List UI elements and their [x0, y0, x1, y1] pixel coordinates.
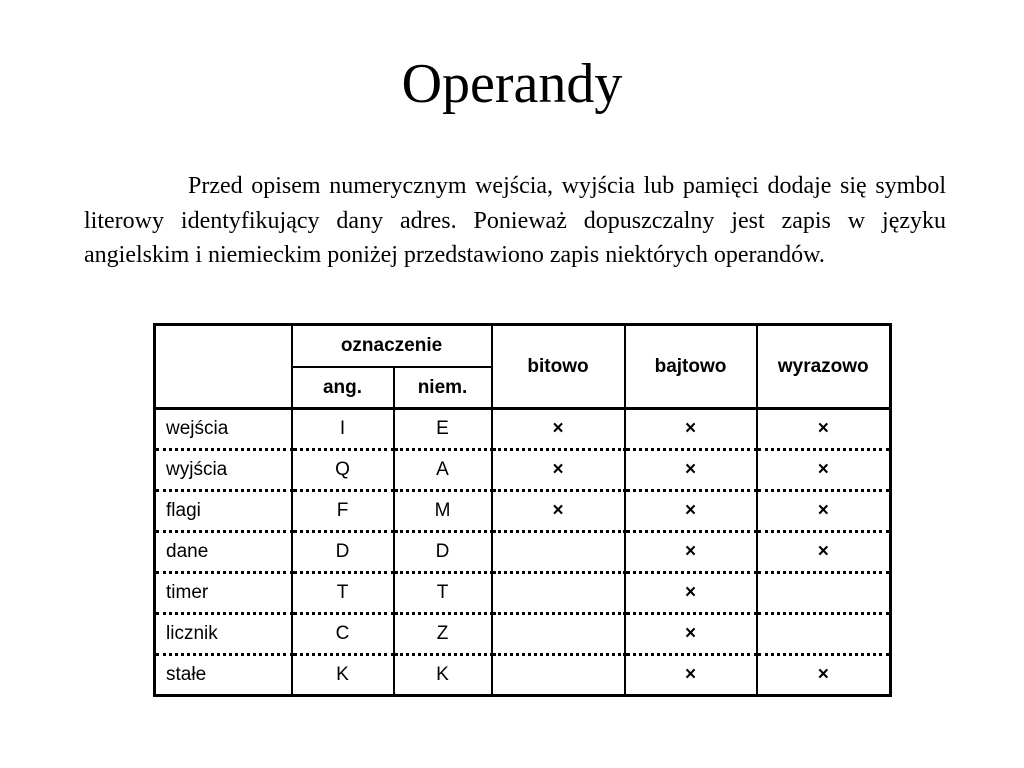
symbol-ang: I	[292, 409, 394, 450]
symbol-niem: Z	[394, 614, 492, 655]
symbol-niem: A	[394, 450, 492, 491]
symbol-ang: C	[292, 614, 394, 655]
header-niem: niem.	[394, 367, 492, 409]
operand-name: wejścia	[155, 409, 292, 450]
bitowo-mark	[492, 573, 625, 614]
bitowo-mark: ×	[492, 450, 625, 491]
bajtowo-mark: ×	[625, 655, 757, 696]
symbol-niem: M	[394, 491, 492, 532]
bitowo-mark: ×	[492, 491, 625, 532]
symbol-niem: E	[394, 409, 492, 450]
table-row	[155, 573, 891, 614]
operands-table	[153, 323, 892, 697]
table-row	[155, 491, 891, 532]
header-oznaczenie: oznaczenie	[292, 325, 492, 368]
bajtowo-mark: ×	[625, 491, 757, 532]
slide-title: Operandy	[401, 53, 623, 115]
header-bajtowo: bajtowo	[625, 325, 757, 409]
bajtowo-mark: ×	[625, 614, 757, 655]
header-bitowo: bitowo	[492, 325, 625, 409]
intro-paragraph: Przed opisem numerycznym wejścia, wyjścia lub pamięci dodaje się symbol literowy identyfikujący dany adres. Ponieważ dopuszczalny jest zapis w języku angielskim i niemieckim poniżej przedstawiono zapis niektórych operandów.	[84, 173, 946, 268]
operand-name: flagi	[155, 491, 292, 532]
operand-name: stałe	[155, 655, 292, 696]
wyrazowo-mark: ×	[757, 491, 891, 532]
symbol-niem: K	[394, 655, 492, 696]
symbol-niem: D	[394, 532, 492, 573]
bajtowo-mark: ×	[625, 409, 757, 450]
symbol-ang: Q	[292, 450, 394, 491]
operand-name: wyjścia	[155, 450, 292, 491]
wyrazowo-mark	[757, 614, 891, 655]
symbol-ang: F	[292, 491, 394, 532]
header-wyrazowo: wyrazowo	[757, 325, 891, 409]
bitowo-mark	[492, 655, 625, 696]
bajtowo-mark: ×	[625, 532, 757, 573]
table-row	[155, 655, 891, 696]
wyrazowo-mark: ×	[757, 655, 891, 696]
table-row	[155, 450, 891, 491]
symbol-ang: K	[292, 655, 394, 696]
table-row	[155, 409, 891, 450]
wyrazowo-mark: ×	[757, 409, 891, 450]
symbol-ang: T	[292, 573, 394, 614]
bajtowo-mark: ×	[625, 573, 757, 614]
wyrazowo-mark: ×	[757, 532, 891, 573]
operand-name: dane	[155, 532, 292, 573]
operand-name: timer	[155, 573, 292, 614]
wyrazowo-mark: ×	[757, 450, 891, 491]
header-corner	[155, 325, 292, 409]
symbol-ang: D	[292, 532, 394, 573]
wyrazowo-mark	[757, 573, 891, 614]
table-row	[155, 614, 891, 655]
bitowo-mark	[492, 614, 625, 655]
bitowo-mark: ×	[492, 409, 625, 450]
bitowo-mark	[492, 532, 625, 573]
bajtowo-mark: ×	[625, 450, 757, 491]
header-ang: ang.	[292, 367, 394, 409]
operand-name: licznik	[155, 614, 292, 655]
table-row	[155, 532, 891, 573]
symbol-niem: T	[394, 573, 492, 614]
